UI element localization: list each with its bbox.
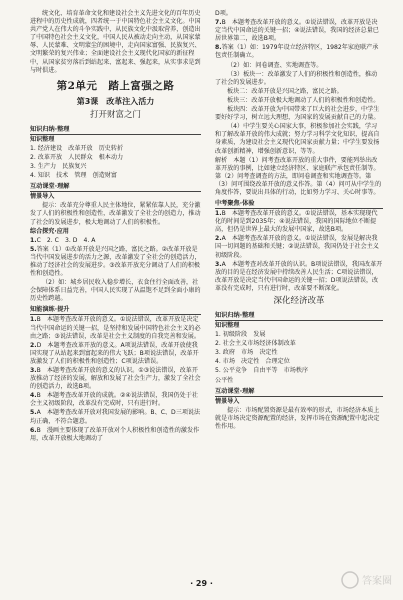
knowledge-list-item: 2. 社会主义市场经济体制改革 (215, 340, 296, 348)
answer-item (215, 106, 383, 122)
section-bar-practice: 知能演练·提升 (30, 305, 201, 315)
answer-item (30, 409, 201, 425)
knowledge-list-item: 2. 改革开放 人民群众 根本动力 (30, 153, 124, 161)
answer-text: 答案（1）如：1979年设立经济特区，1982年家庭联产承包责任制确立。 (215, 44, 379, 60)
answer-item (30, 237, 201, 245)
subheading-knowledge: 知识整理 (30, 135, 55, 143)
watermark-text: 答案圈 (362, 576, 392, 587)
section-bar-exam: 中考聚焦·体验 (215, 199, 383, 209)
answer-number: 3. (215, 260, 222, 268)
section-title: 打开财富之门 (89, 109, 141, 120)
left-column (30, 10, 201, 444)
answer-number: 5. (30, 409, 37, 417)
answer-number: 5. (30, 245, 37, 253)
answer-item (215, 71, 383, 87)
answer-item (215, 19, 383, 43)
answer-number: 1. (30, 236, 37, 244)
answer-item (215, 261, 383, 293)
answer-number: 2. (30, 341, 37, 349)
answer-item (30, 342, 201, 366)
answer-item (30, 279, 201, 303)
answer-number: 8. (215, 44, 222, 52)
answer-text: A 本题考查改革开放的意义。①说法错误，发展是解决我国一切问题的基础和关键；②说法错误，我国仍处于社会主义初级阶段。 (215, 235, 379, 259)
section-bar-classroom-2: 互动课堂·理解 (215, 387, 383, 397)
section-bar-knowledge-2: 知识归纳·整理 (215, 311, 383, 321)
knowledge-list-item: 3. 政府 市场 决定性 (215, 349, 278, 357)
answer-number: 3. (30, 367, 37, 374)
section-title-2: 深化经济改革 (273, 296, 325, 306)
answer-item (30, 367, 201, 391)
answer-text: 板块四：改革开放为中国带来了巨大的社会进步，中学生要好好学习，树立远大理想，为国家的发展贡献自己的力量。 (215, 106, 380, 122)
intro-paragraph: 统文化、培育革命文化和建设社会主义先进文化的百年历史进程中的历史性成就，四者统一于中国特色社会主义文化。中国共产党人在伟大的斗争实践中，从民族文化中汲取营养，创造出了中国特色社会主义文化，中国人民从被动走向主动，从国家蒙辱、人民蒙难、文明蒙尘的困境中，走向国家富强、民族复兴、文明繁荣的复兴伟业；全面建设社会主义现代化国家的新征程中，从国家贫穷落后到站起来、富起来、强起来，从实事求是到与时俱进。 (30, 10, 201, 74)
knowledge-list-item: 4. 知识 技术 管理 创造财富 (30, 172, 117, 180)
answer-number: 1. (30, 316, 37, 324)
watermark-logo (340, 566, 396, 594)
page-number: · 29 · (190, 579, 213, 588)
subheading-knowledge-2: 知识整理 (215, 322, 240, 329)
answer-text: （2）如：问卷调查、实地调查等。 (227, 61, 323, 69)
answer-text: （3）板块一：改革激发了人们的积极性和创造性，推动了社会的发展进步。 (215, 70, 378, 86)
answer-item (30, 246, 201, 278)
answer-text: B 本题考查改革开放的意义的认识。①③说法错误，改革开放推动了经济的发展，解放和发展了社会生产力，激发了全社会的创造活力，故选B项。 (30, 367, 201, 391)
answer-text: B 本题考查改革开放的意义。①说法错误，基本实现现代化的时间是到2035年；④说法错误，我国的国际地位不断提高，但仍是世界上最大的发展中国家，故选B项。 (215, 210, 378, 234)
answer-text: B 本题考查改革开放的意义。①说法错误，改革开放是决定当代中国命运的关键一招；④说法错误，我国的经济总量已居世界第二，故选B项。 (215, 19, 379, 43)
unit-title: 第2单元 踏上富强之路 (56, 79, 175, 92)
analysis-paragraph: 解析 本题（1）问考查改革开放的重大事件，要能列举出改革开放的事例，比如建立经济特区、家庭联产承包责任制等。第（2）问考查调查的方法，即问卷调查和实地调查等。第（3）问可围绕改革开放的意义作答。第（4）问可从中学生的角度作答，要说出具体的行动，比如努力学习、关心时事等。 (215, 156, 382, 196)
answer-text: D 本题考查改革开放的意义。A项说法错误，改革开放使我国实现了从站起来到富起来的伟大飞跃；B项说法错误，改革开放激发了人们的积极性和创造性；C项说法错误。 (30, 341, 199, 365)
knowledge-list-tail: 公平性 (215, 376, 234, 384)
answer-text: A 本题考查改革开放对我国发展的影响。B、C、D三项说法均正确，不符合题意。 (30, 409, 201, 425)
section-bar-knowledge: 知识归纳·整理 (30, 125, 201, 135)
answer-text: C 2. C 3. D 4. A (36, 236, 96, 244)
answer-item (30, 427, 201, 443)
subheading-scene-2: 情景导入 (215, 397, 240, 405)
answer-item (215, 44, 383, 60)
knowledge-list-item: 4. 市场 决定性 合理定位 (215, 358, 290, 366)
knowledge-list-item: 5. 公平竞争 自由平等 市场秩序 (215, 367, 309, 375)
right-column (215, 10, 383, 432)
answer-number: 7. (215, 19, 222, 27)
knowledge-list-item: 1. 初级阶段 发展 (215, 331, 266, 339)
answer-text: 答案（1）①改革开放是兴国之路，富民之路。②改革开放是当代中国发展进步的活力之源，改革激发了全社会的创造活力，推动了经济社会的发展进步。③改革开放充分调动了人们的积极性和创造性。 (30, 245, 201, 278)
answer-number: 1. (215, 210, 222, 218)
answer-item (215, 210, 383, 234)
subheading-scene: 情景导入 (30, 193, 55, 201)
continued-line: D项。 (215, 10, 232, 17)
answer-item (30, 316, 201, 340)
answer-item (215, 123, 383, 155)
answer-item (215, 88, 383, 96)
answer-item (30, 392, 201, 408)
answer-text: （2）如：城乡居民收入稳步增长，衣食住行全面改善，社会保障体系日益完善，中国人民实现了从温饱不足到全面小康的历史性跨越。 (30, 279, 201, 303)
knowledge-list-item: 3. 生产力 民族复兴 (30, 163, 87, 171)
answer-item (215, 62, 383, 70)
answer-number: 4. (30, 392, 37, 400)
answer-text: B 本题考查改革开放的成就。②④说法错误，我国仍处于社会主义初级阶段，改革没有完成时，只有进行时。 (30, 392, 198, 408)
answer-number: 2. (215, 235, 222, 243)
answer-text: B 漫画主要体现了改革开放对个人积极性和创造性的激发作用，改革开放极大地调动了 (30, 426, 200, 442)
lesson-title: 第3课 改革注入活力 (76, 96, 155, 106)
answer-item (215, 235, 383, 259)
answer-text: 板块二：改革开放是兴国之路，富民之路。 (227, 87, 343, 95)
scene-hint: 提示：改革充分尊重人民主体地位，紧紧依靠人民，充分激发了人们的积极性和创造性，改革激发了全社会的创造力，推动了社会的发展进步，极大地调动了人们的积极性。 (30, 202, 201, 226)
subheading-explore: 综合探究·应用 (30, 227, 69, 235)
answer-text: B 本题考查改革开放的意义。①说法错误，改革开放是决定当代中国命运的关键一招，是坚持和发展中国特色社会主义的必由之路；③说法错误，改革是社会主义制度的自我完善和发展。 (30, 316, 201, 340)
scene-hint-2: 提示：市场配置资源是最有效率的形式，市场经济本质上就是市场决定资源配置的经济，发挥市场在资源配置中起决定性作用。 (215, 406, 380, 430)
answer-item (215, 97, 383, 105)
section-bar-classroom: 互动课堂·理解 (30, 182, 201, 192)
answer-text: A 本题考查对改革开放的认识。B项说法错误，我国改革开放的目的是在经济发展中持续改善人民生活；C项说法错误，改革开放是决定当代中国命运的关键一招；D项说法错误，改革没有完成时，只有进行时，改革要不断深化。 (215, 260, 383, 292)
answer-text: （4）中学生要关心国家大事，积极参加社会实践，学习和了解改革开放的伟大成就；努力学习科学文化知识，提高自身素质，为建设社会主义现代化国家贡献力量；中学生要发扬改革创新精神，增强创新意识，等等。 (215, 123, 380, 155)
answer-number: 6. (30, 426, 37, 434)
answer-text: 板块三：改革开放极大地调动了人们的积极性和创造性。 (227, 96, 380, 104)
knowledge-list-item: 1. 经济建设 改革开放 历史转折 (30, 144, 124, 152)
